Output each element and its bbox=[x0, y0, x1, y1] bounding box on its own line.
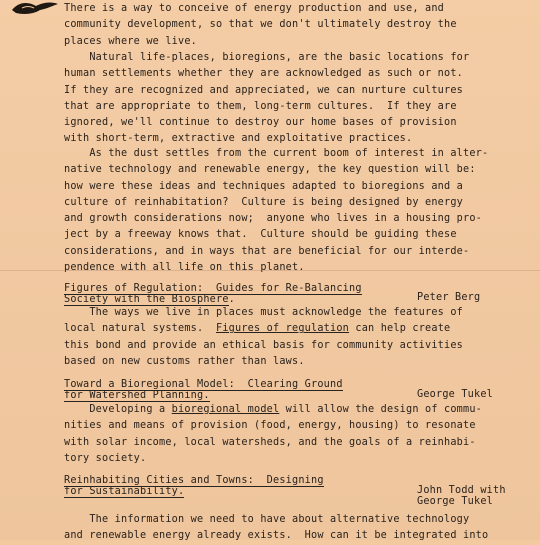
author-line: John Todd with bbox=[417, 485, 506, 496]
text-line: considerations, and in ways that are beneficial for our interde- bbox=[64, 245, 470, 257]
underlined-term: Figures of regulation bbox=[216, 323, 350, 335]
section-title-line: Reinhabiting Cities and Towns: Designing bbox=[64, 475, 324, 486]
text-line: this bond and provide an ethical basis for community activities bbox=[64, 339, 464, 351]
text-line: and renewable energy already exists. How can it be integrated into bbox=[64, 530, 489, 542]
text-line: tory society. bbox=[64, 452, 147, 464]
text-line: The information we need to have about alternative technology bbox=[64, 514, 470, 525]
text-line: culture of reinhabitation? Culture is being designed by energy bbox=[64, 196, 464, 208]
section-title-line: for Sustainability. bbox=[64, 486, 185, 497]
text-line: that are appropriate to them, long-term cultures. If they are bbox=[64, 100, 457, 112]
section-author: Peter Berg bbox=[417, 292, 481, 303]
intro-paragraph-3 bbox=[64, 146, 494, 276]
text-line: The ways we live in places must acknowledge the features of bbox=[64, 307, 464, 318]
section-title-line: for Watershed Planning. bbox=[64, 390, 210, 401]
text-line: with short-term, extractive and exploitative practices. bbox=[64, 133, 413, 145]
text-line: Natural life-places, bioregions, are the basic locations for bbox=[64, 52, 470, 63]
paper-fold-line bbox=[0, 270, 540, 271]
intro-paragraph-2 bbox=[64, 50, 494, 148]
section-title-line: Figures of Regulation: Guides for Re-Balancing bbox=[64, 283, 362, 294]
text-line: pendence with all life on this planet. bbox=[64, 262, 305, 274]
text-line: based on new customs rather than laws. bbox=[64, 355, 305, 367]
text-line: how were these ideas and techniques adapted to bioregions and a bbox=[64, 180, 464, 192]
text-line: nities and means of provision (food, energy, housing) to resonate bbox=[64, 420, 476, 432]
author-line: George Tukel bbox=[417, 496, 494, 507]
text-line: If they are recognized and appreciated, we can nurture cultures bbox=[64, 84, 464, 96]
text-line: ject by a freeway knows that. Culture should be guiding these bbox=[64, 229, 457, 241]
text-line: and growth considerations now; anyone who lives in a housing pro- bbox=[64, 213, 483, 225]
section-body bbox=[64, 305, 494, 370]
section-author: George Tukel bbox=[417, 389, 494, 400]
section-title-line: Toward a Bioregional Model: Clearing Ground bbox=[64, 379, 343, 390]
bird-logo-icon bbox=[10, 0, 60, 16]
section-title-period: . bbox=[228, 294, 236, 305]
section-body bbox=[64, 402, 494, 467]
text-line: There is a way to conceive of energy production and use, and bbox=[64, 3, 445, 14]
text-line: will allow the design of commu- bbox=[279, 404, 483, 415]
underlined-term: bioregional model bbox=[171, 404, 280, 415]
text-line: with solar income, local watersheds, and the goals of a reinhabi- bbox=[64, 436, 476, 448]
intro-paragraph-1 bbox=[64, 1, 494, 50]
text-line: community development, so that we don't ultimately destroy the bbox=[64, 19, 457, 31]
section-title-line: Society with the Biosphere bbox=[64, 294, 229, 305]
text-line: Developing a bbox=[64, 404, 172, 415]
text-line: ignored, we'll continue to destroy our home bases of provision bbox=[64, 117, 457, 129]
text-line: human settlements whether they are acknowledged as such or not. bbox=[64, 68, 464, 80]
text-line: native technology and renewable energy, the key question will be: bbox=[64, 164, 476, 176]
text-line: places where we live. bbox=[64, 35, 198, 47]
text-line: As the dust settles from the current boom of interest in alter- bbox=[64, 148, 489, 159]
text-line: can help create bbox=[349, 323, 451, 335]
text-line: local natural systems. bbox=[64, 323, 217, 335]
section-author bbox=[417, 485, 506, 507]
